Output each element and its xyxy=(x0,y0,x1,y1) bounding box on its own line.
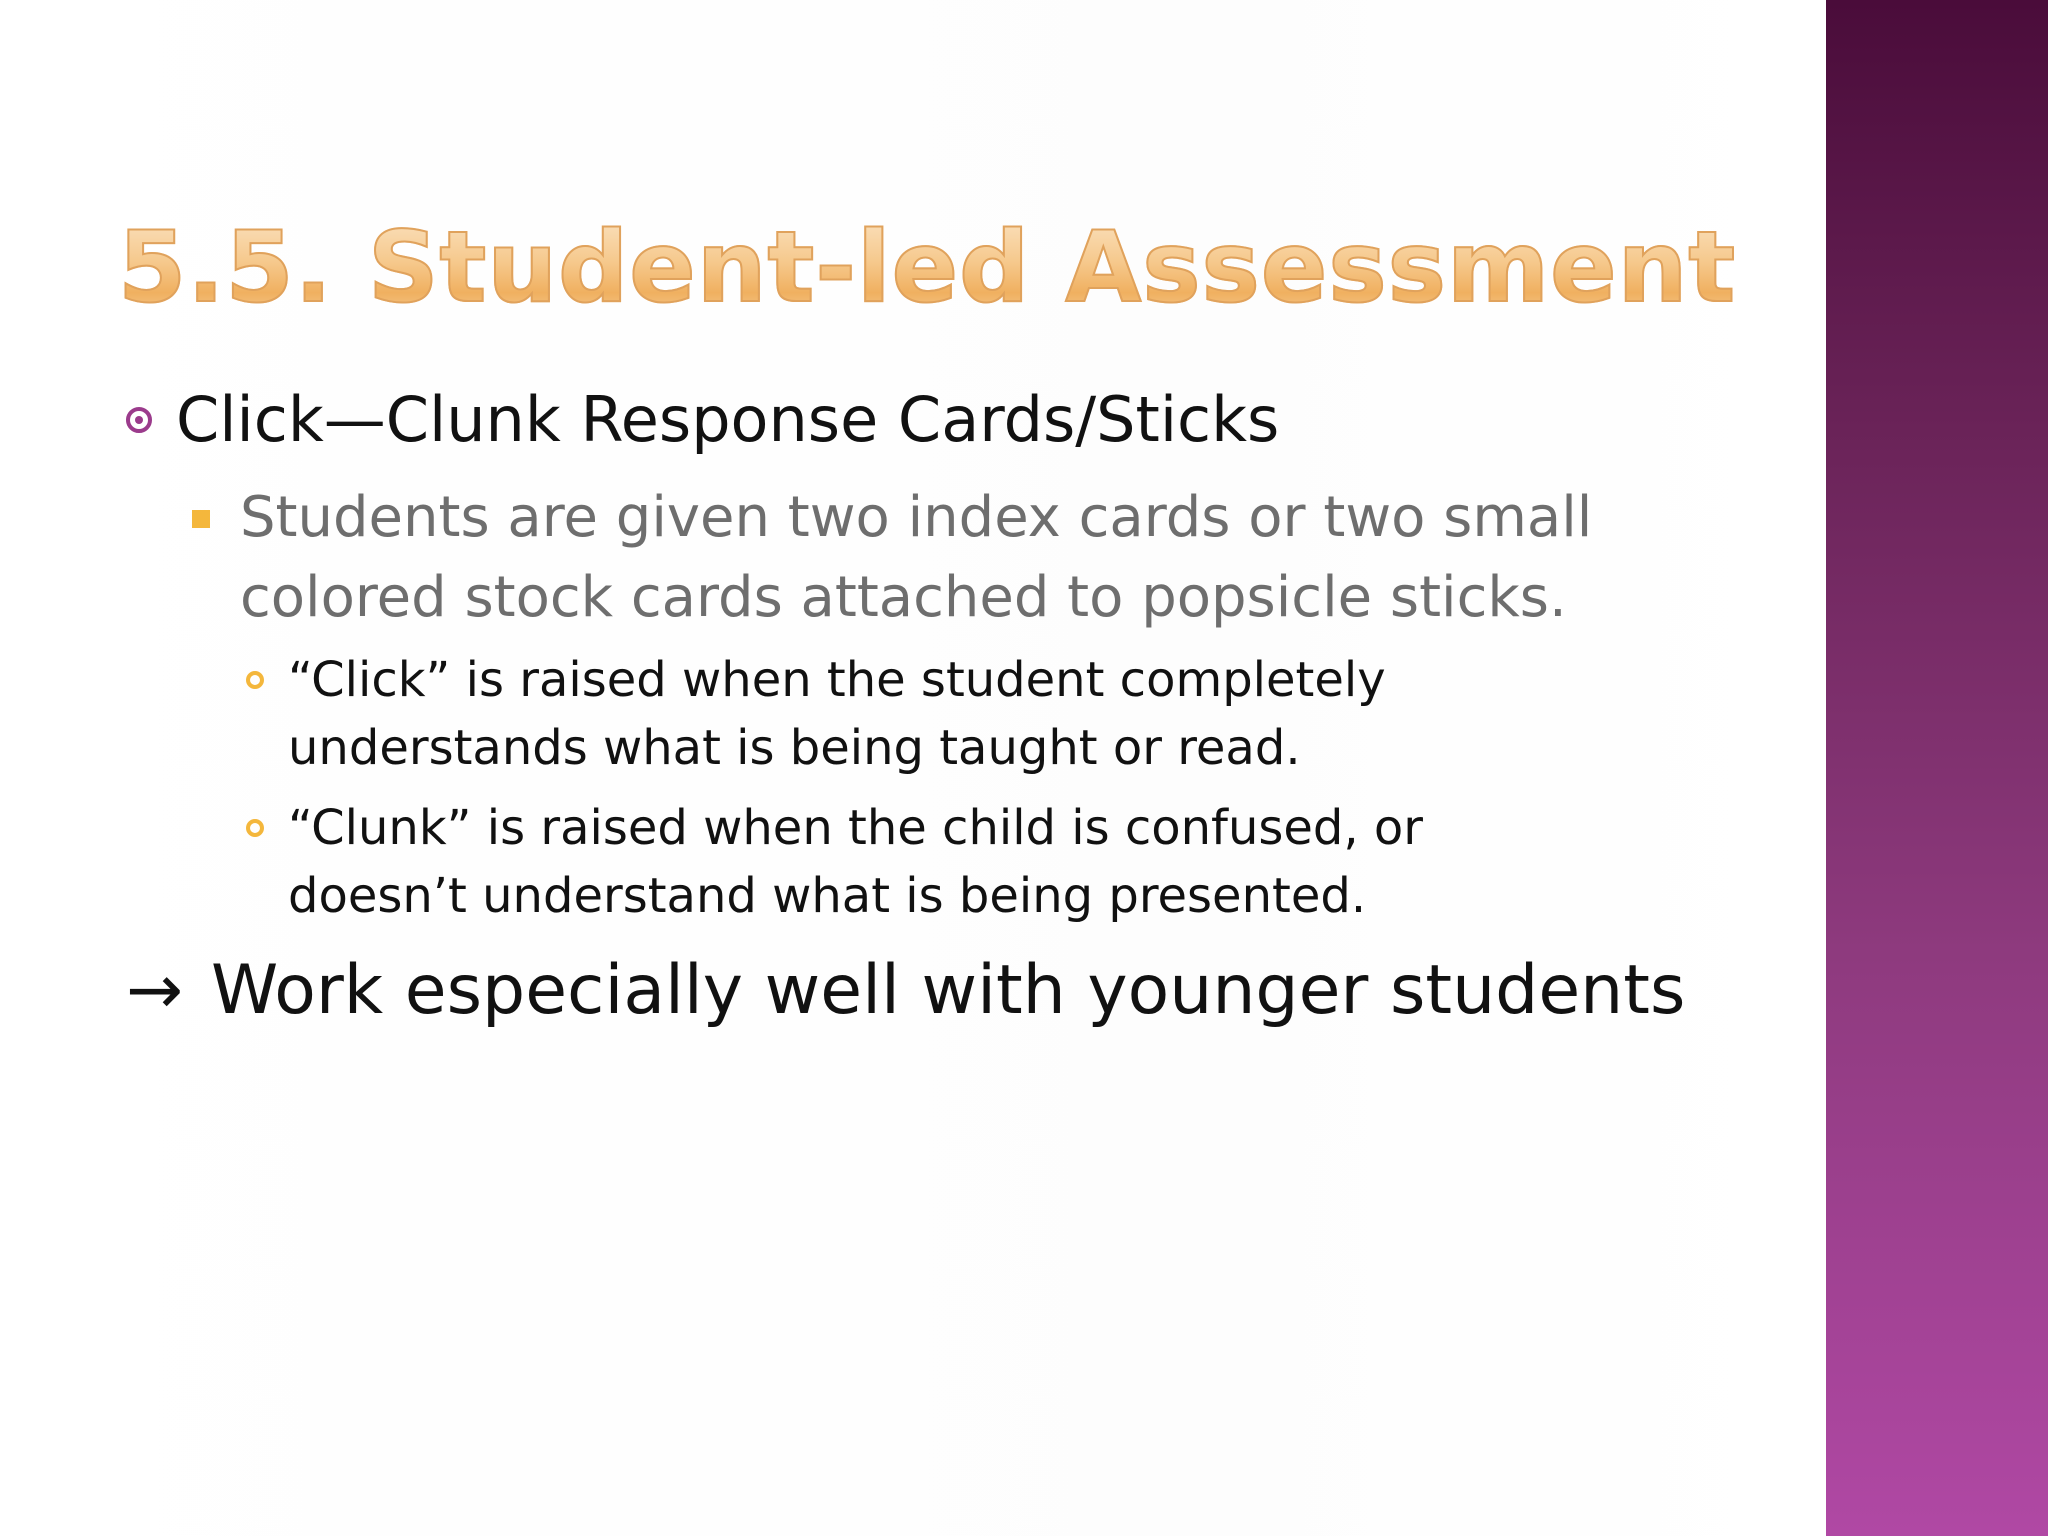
right-arrow-icon: → xyxy=(126,951,183,1030)
takeaway-note xyxy=(126,948,1685,1034)
bullet-level-2 xyxy=(192,478,1712,638)
bullet-level-3-clunk-text: “Clunk” is raised when the child is confused, or doesn’t understand what is being presented. xyxy=(288,800,1423,924)
square-bullet-icon xyxy=(192,510,210,528)
bullet-level-3-clunk xyxy=(246,794,1546,930)
bullet-level-3-click xyxy=(246,646,1546,782)
slide-title: 5.5. Student-led Assessment xyxy=(118,206,1798,330)
purple-side-band xyxy=(1826,0,2048,1536)
bullet-level-1 xyxy=(126,380,1279,460)
bullet-level-3-click-text: “Click” is raised when the student completely understands what is being taught or read. xyxy=(288,652,1386,776)
target-bullet-icon xyxy=(126,407,152,433)
bullet-level-1-text: Click—Clunk Response Cards/Sticks xyxy=(176,383,1280,456)
ring-bullet-icon xyxy=(246,819,264,837)
bullet-level-2-text: Students are given two index cards or two small colored stock cards attached to popsicle sticks. xyxy=(240,485,1593,630)
takeaway-note-text: Work especially well with younger students xyxy=(210,951,1686,1030)
ring-bullet-icon xyxy=(246,671,264,689)
